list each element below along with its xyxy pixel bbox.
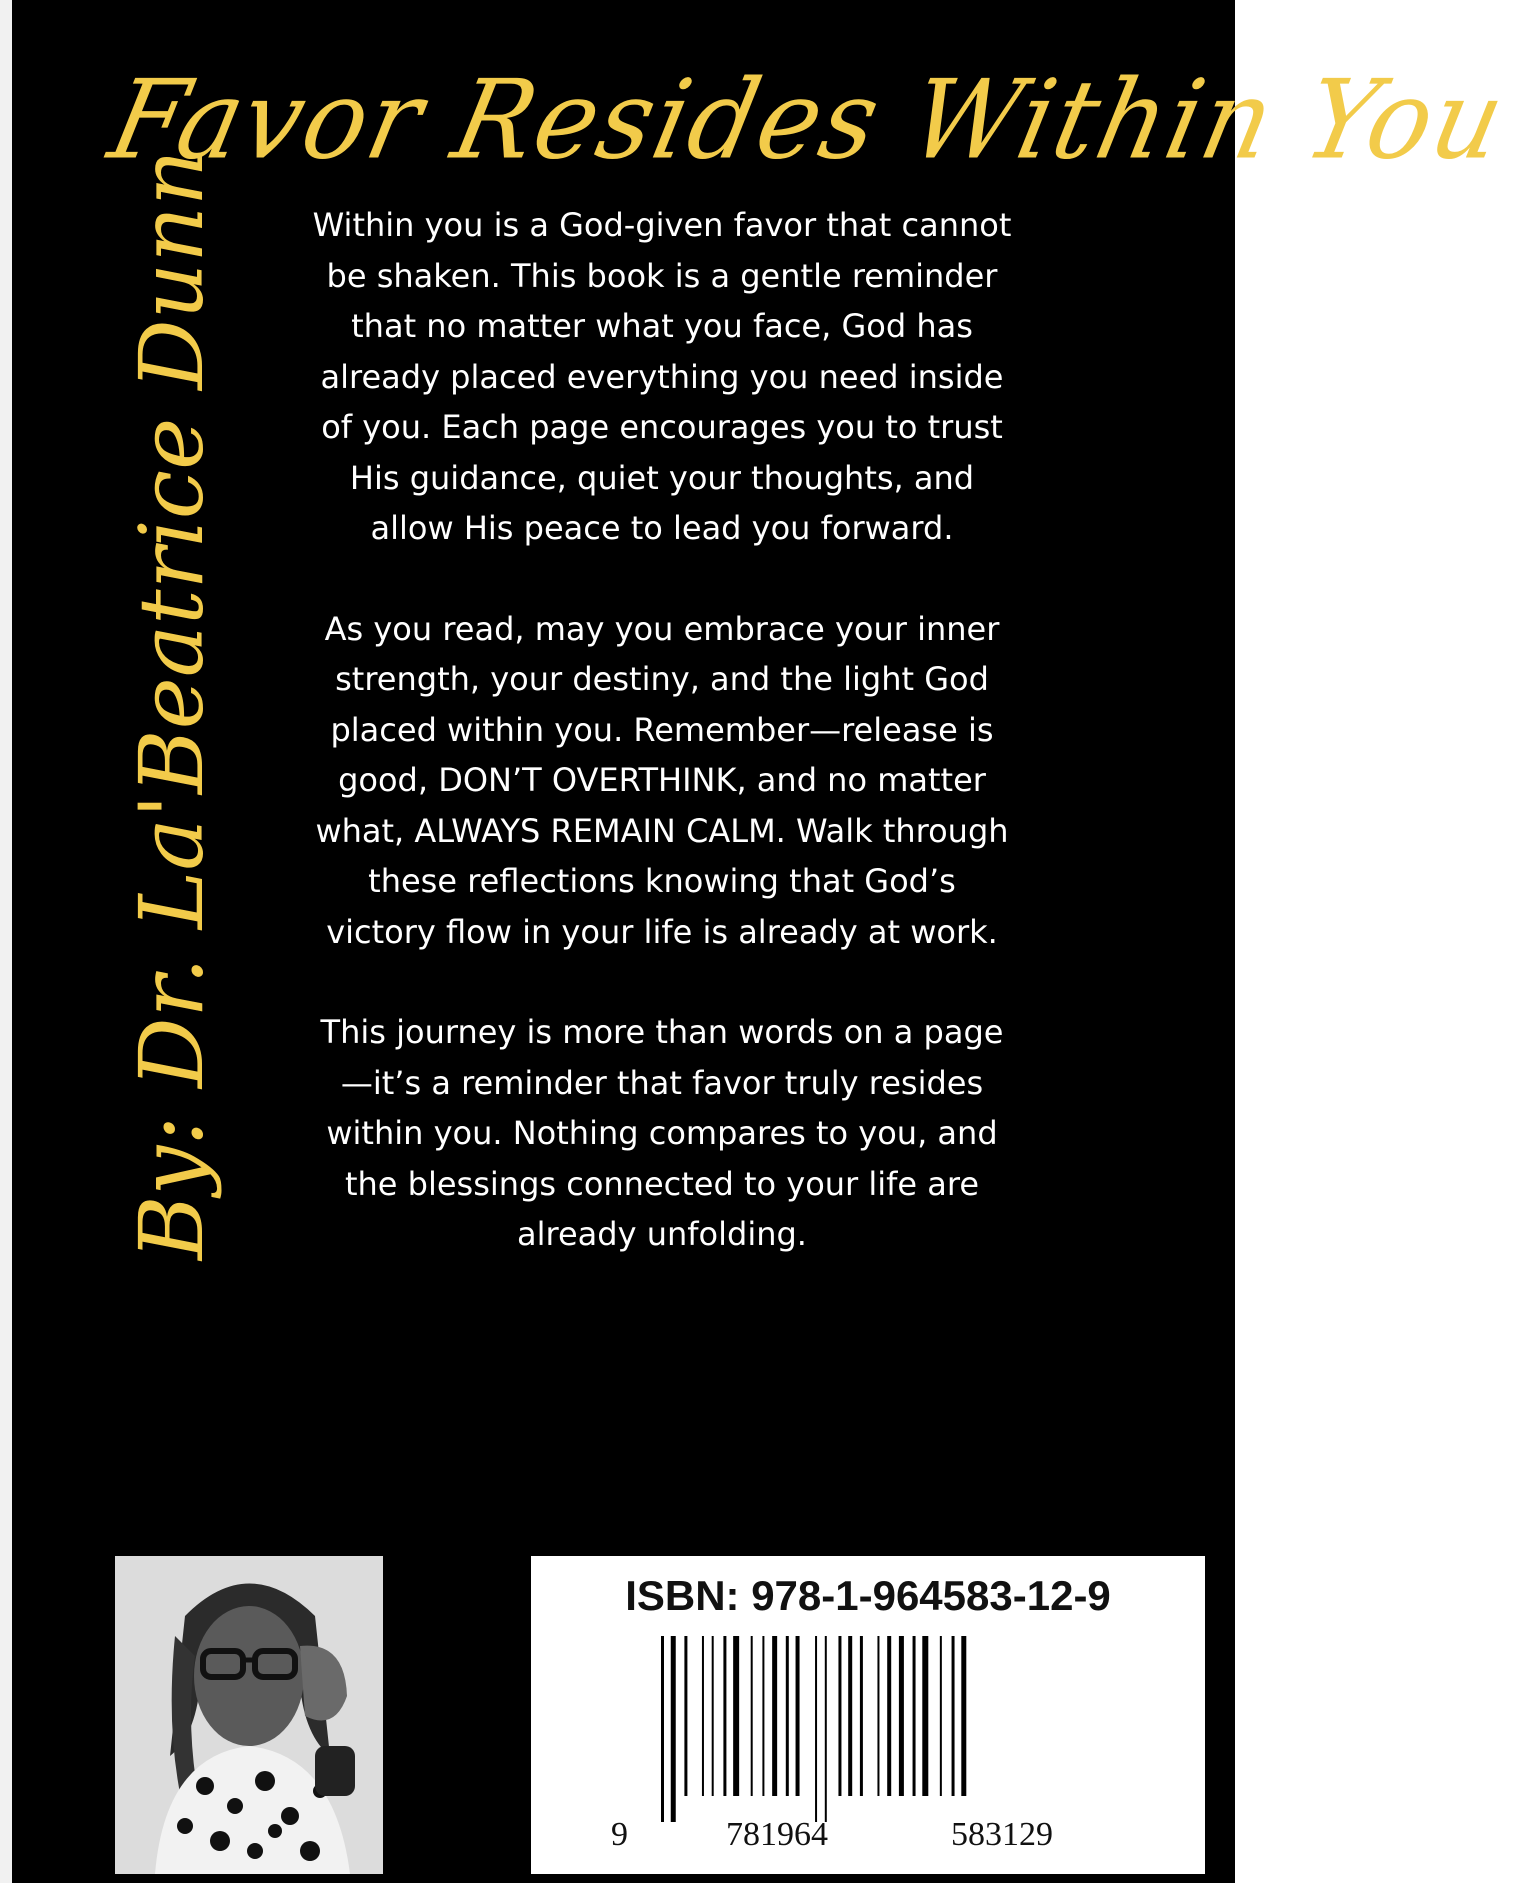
barcode-bar [952, 1636, 955, 1796]
barcode-bar [733, 1636, 739, 1796]
barcode-bar [860, 1636, 863, 1796]
barcode-bar [922, 1636, 928, 1796]
page-edge [0, 0, 12, 1883]
barcode-bar [848, 1636, 852, 1796]
isbn-label: ISBN: 978-1-964583-12-9 [625, 1572, 1111, 1619]
blurb-paragraph-3: This journey is more than words on a page—it’s a reminder that favor truly resides within you. Nothing compares to you, and the blessings connected to your life are already unfolding. [320, 1013, 1004, 1253]
barcode-bars [661, 1636, 1141, 1822]
barcode-bar [796, 1636, 800, 1796]
barcode-bar [762, 1636, 764, 1796]
barcode-bar [899, 1636, 904, 1796]
barcode-digits-group-2: 583129 [951, 1816, 1053, 1853]
barcode-digits-group-1: 781964 [726, 1816, 828, 1853]
blurb-paragraph-2: As you read, may you embrace your inner strength, your destiny, and the light God placed within you. Remember—release is good, DON’T OVERTHINK, and no matter what, ALWAYS REMAIN CALM. Walk through these reflections knowing that God’s victory flow in your life is already at work. [315, 609, 1009, 951]
author-byline-container [82, 149, 262, 1260]
barcode-bar [684, 1636, 687, 1796]
barcode-bar [661, 1636, 664, 1822]
back-cover-blurb [312, 200, 1012, 1310]
barcode-bar [913, 1636, 916, 1796]
author-photo [115, 1556, 383, 1874]
barcode-bar [702, 1636, 704, 1796]
barcode-bar [877, 1636, 879, 1796]
barcode-bar [815, 1636, 817, 1822]
barcode-bar [671, 1636, 676, 1822]
barcode-bar [940, 1636, 942, 1796]
barcode-bar [723, 1636, 726, 1796]
barcode-bar [825, 1636, 827, 1822]
barcode-bar [838, 1636, 841, 1796]
author-portrait-image [115, 1556, 383, 1874]
barcode-digit-lead: 9 [611, 1816, 628, 1853]
book-title: Favor Resides Within You [99, 55, 1517, 184]
barcode-bar [887, 1636, 891, 1796]
barcode-bar [751, 1636, 753, 1796]
isbn-barcode [531, 1556, 1205, 1874]
author-byline: By: Dr. La'Beatrice Dunn [120, 149, 223, 1260]
barcode-bar [786, 1636, 789, 1796]
barcode-bar [961, 1636, 966, 1796]
blurb-paragraph-1: Within you is a God-given favor that cannot be shaken. This book is a gentle reminder that no matter what you face, God has already placed everything you need inside of you. Each page encourages you to trust His guidance, quiet your thoughts, and allow His peace to lead you forward. [312, 206, 1012, 547]
barcode-bar [772, 1636, 777, 1796]
barcode-bar [712, 1636, 714, 1796]
book-back-cover [12, 0, 1517, 1883]
